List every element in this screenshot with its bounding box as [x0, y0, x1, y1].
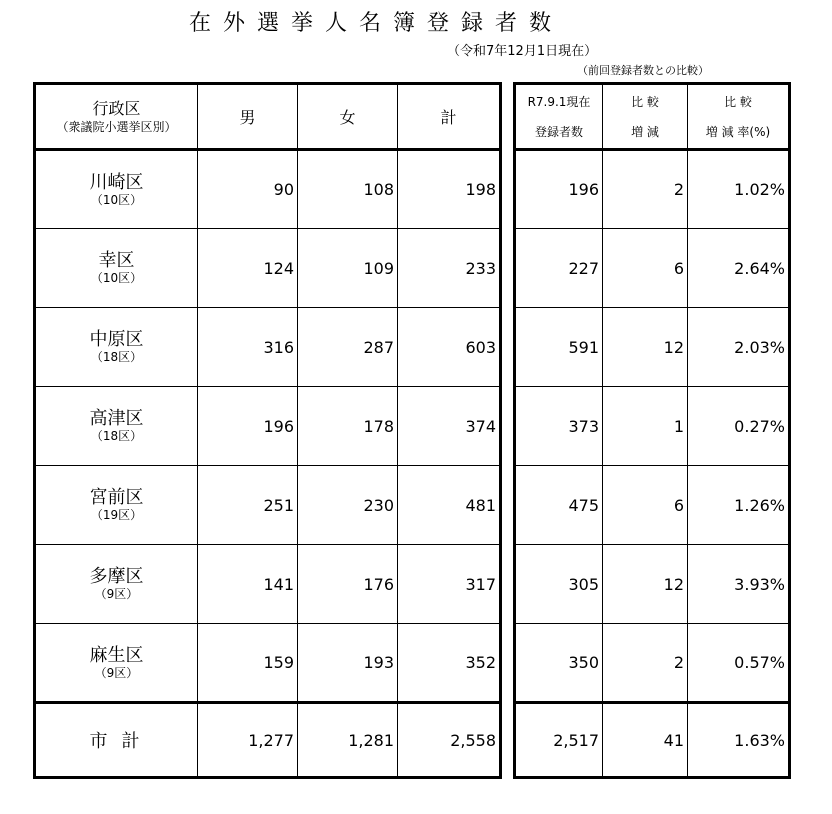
male-count: 251 [198, 466, 298, 545]
male-total: 1,277 [198, 703, 298, 778]
district-cell [35, 308, 198, 387]
table-row [35, 624, 501, 703]
male-header: 男 [198, 84, 298, 150]
district-name: 高津区 [89, 408, 144, 429]
diff-total: 41 [603, 703, 688, 778]
diff-rate: 2.64% [688, 229, 790, 308]
table-row [35, 545, 501, 624]
prev-count: 475 [515, 466, 603, 545]
total-count: 317 [398, 545, 501, 624]
district-name: 麻生区 [89, 644, 144, 666]
total-count: 352 [398, 624, 501, 703]
diff-count: 2 [603, 150, 688, 229]
male-count: 159 [198, 624, 298, 703]
rate-header-line1: 比 較 [724, 94, 752, 109]
district-cell [35, 545, 198, 624]
table-row [35, 387, 501, 466]
header-row [35, 84, 501, 150]
district-name: 中原区 [89, 329, 144, 350]
district-name: 川崎区 [89, 171, 144, 193]
female-count: 109 [298, 229, 398, 308]
prev-count: 350 [515, 624, 603, 703]
comparison-note: （前回登録者数との比較） [577, 64, 709, 77]
comparison-total-row [515, 703, 790, 778]
female-count: 287 [298, 308, 398, 387]
district-constituency: （10区） [90, 192, 143, 207]
total-count: 374 [398, 387, 501, 466]
district-constituency: （19区） [90, 508, 143, 522]
registration-table [33, 82, 502, 779]
table-row [35, 308, 501, 387]
female-count: 230 [298, 466, 398, 545]
district-name: 幸区 [98, 250, 135, 271]
total-count: 198 [398, 150, 501, 229]
male-count: 124 [198, 229, 298, 308]
diff-rate: 1.26% [688, 466, 790, 545]
total-row [35, 703, 501, 778]
total-label: 市計 [35, 703, 198, 778]
prev-count-header-line1: R7.9.1現在 [527, 94, 591, 109]
diff-rate: 1.02% [688, 150, 790, 229]
male-count: 196 [198, 387, 298, 466]
page-title: 在外選挙人名簿登録者数 [189, 11, 564, 36]
district-cell [35, 387, 198, 466]
comparison-row [515, 624, 790, 703]
prev-count-header [515, 84, 603, 150]
male-count: 90 [198, 150, 298, 229]
comparison-table [513, 82, 791, 779]
district-constituency: （18区） [90, 350, 143, 364]
diff-count: 6 [603, 466, 688, 545]
district-constituency: （9区） [94, 587, 139, 601]
prev-total: 2,517 [515, 703, 603, 778]
table-row [35, 466, 501, 545]
comparison-row [515, 150, 790, 229]
female-count: 108 [298, 150, 398, 229]
diff-header-line2: 増 減 [631, 124, 659, 139]
diff-count: 12 [603, 308, 688, 387]
district-name: 多摩区 [89, 566, 144, 587]
district-constituency: （18区） [90, 429, 143, 443]
rate-header-line2: 増 減 率(%) [705, 124, 771, 139]
comparison-row [515, 387, 790, 466]
rate-header [688, 84, 790, 150]
prev-count: 227 [515, 229, 603, 308]
comparison-row [515, 466, 790, 545]
diff-header-line1: 比 較 [631, 94, 659, 109]
district-cell [35, 229, 198, 308]
diff-rate: 0.27% [688, 387, 790, 466]
diff-rate: 3.93% [688, 545, 790, 624]
prev-count: 196 [515, 150, 603, 229]
prev-count-header-line2: 登録者数 [534, 124, 583, 139]
diff-rate: 0.57% [688, 624, 790, 703]
female-count: 176 [298, 545, 398, 624]
female-total: 1,281 [298, 703, 398, 778]
diff-header [603, 84, 688, 150]
district-constituency: （9区） [94, 665, 139, 680]
date-subtitle: （令和7年12月1日現在） [447, 44, 598, 59]
female-header: 女 [298, 84, 398, 150]
diff-count: 12 [603, 545, 688, 624]
prev-count: 305 [515, 545, 603, 624]
district-cell [35, 150, 198, 229]
comparison-row [515, 545, 790, 624]
total-count: 603 [398, 308, 501, 387]
female-count: 193 [298, 624, 398, 703]
district-cell [35, 466, 198, 545]
district-name: 宮前区 [89, 487, 144, 508]
district-header-label: 行政区 [92, 98, 141, 118]
comparison-header-row [515, 84, 790, 150]
total-count: 233 [398, 229, 501, 308]
prev-count: 373 [515, 387, 603, 466]
diff-rate: 2.03% [688, 308, 790, 387]
comparison-row [515, 308, 790, 387]
diff-count: 2 [603, 624, 688, 703]
female-count: 178 [298, 387, 398, 466]
total-header: 計 [398, 84, 501, 150]
table-row [35, 229, 501, 308]
rate-total: 1.63% [688, 703, 790, 778]
total-count: 481 [398, 466, 501, 545]
diff-count: 6 [603, 229, 688, 308]
comparison-row [515, 229, 790, 308]
district-header [35, 84, 198, 150]
district-cell [35, 624, 198, 703]
table-row [35, 150, 501, 229]
grand-total: 2,558 [398, 703, 501, 778]
male-count: 316 [198, 308, 298, 387]
prev-count: 591 [515, 308, 603, 387]
diff-count: 1 [603, 387, 688, 466]
district-constituency: （10区） [90, 271, 143, 285]
male-count: 141 [198, 545, 298, 624]
district-header-sublabel: （衆議院小選挙区別） [56, 119, 177, 134]
